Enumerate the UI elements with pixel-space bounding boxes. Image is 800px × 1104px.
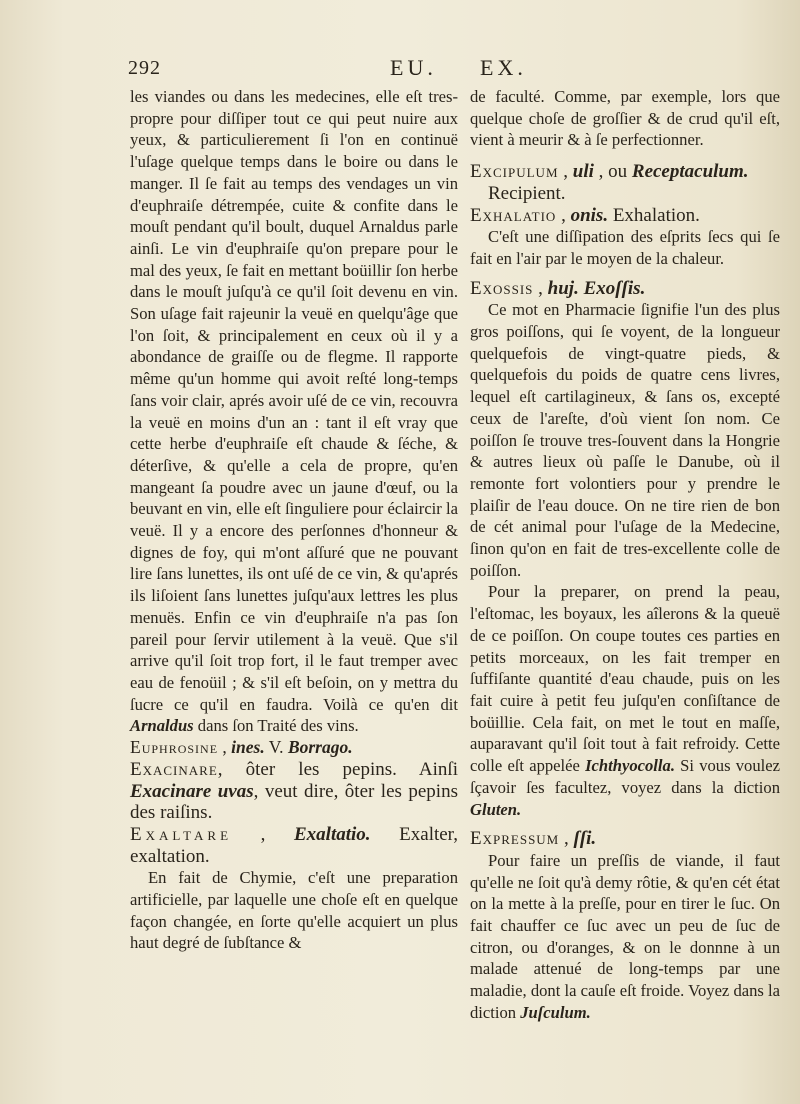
paragraph-exossis: Ce mot en Pharmacie ſignifie l'un des plus gros poiſſons, qui ſe voyent, de la longueur quelquefois de vingt-quatre pieds, & quelquefois du poids de quatre cens livres, lequel eſt cartilagineux, & ſans os, excepté ceux de l'areſte, d'où vient ſon nom. Ce poiſſon ſe trouve tres-ſouvent dans la Hongrie & autres lieux où paſſe le Danube, où il remonte fort volontiers pour y prendre le plaiſir de l'eau douce. On ne tire rien de bon de cét animal pour l'uſage de la Medecine, ſinon qu'on en fait de tres-excellente colle de poiſſon. xyxy=(470,300,780,580)
separator: , xyxy=(559,828,574,850)
page-number: 292 xyxy=(128,57,161,79)
entry-genitive: huj. xyxy=(547,277,579,299)
paragraph-preparation xyxy=(470,581,780,820)
cross-reference: Borrago. xyxy=(287,737,353,758)
italic-name: Arnaldus xyxy=(130,716,194,736)
entry-excipulum xyxy=(470,161,780,204)
entry-italic: Exoſſis. xyxy=(578,277,646,299)
paragraph-text: Pour la preparer, on prend la peau, l'eſtomac, les boyaux, les aîlerons & la queuë de ce poiſſon. On coupe toutes ces parties en petits morceaux, on les fait tremper en ſuffiſante quantité d'eau chaude, puis on les fait cuire à petit feu juſqu'en conſiſtance de boüillie. Cela fait, on met le tout en maſſe, auparavant qu'il ſoit tout à fait refroidy. Cette colle eſt appelée xyxy=(470,582,780,776)
entry-italic: Exacinare uvas xyxy=(130,780,254,802)
entry-text: , ôter les pepins. Ainſi xyxy=(217,758,458,780)
entry-genitive: ſſi. xyxy=(573,828,597,850)
running-header xyxy=(128,55,760,85)
separator: , xyxy=(556,204,571,226)
entry-headword: Euphrosine xyxy=(130,737,219,758)
entry-genitive: ines. xyxy=(231,737,265,758)
entry-text-end: , veut dire, ôter les pepins des raiſins. xyxy=(130,780,458,824)
entry-translation: Recipient. xyxy=(488,182,566,204)
paragraph-text: Pour faire un preſſis de viande, il faut qu'elle ne ſoit qu'à demy rôtie, & qu'en cét état on la mette à la preſſe, pour en tirer le ſuc. On fait chauffer ce ſuc avec un peu de ſuc de citron, ou d'oranges, & on le donnne à un malade attenué de long-temps par une maladie, dont la cauſe eſt froide. Voyez dans la diction xyxy=(470,850,780,1022)
continued-paragraph: de faculté. Comme, par exemple, lors que quelque choſe de groſſier & de crud qu'il eſt, vient à meurir & à ſe perfectionner. xyxy=(470,87,780,150)
separator: , xyxy=(533,277,548,299)
entry-text: V. xyxy=(264,737,288,758)
italic-term: Ichthyocolla. xyxy=(585,756,675,776)
paragraph-text: les viandes ou dans les medecines, elle eſt tres-propre pour diſſiper tout ce qui peut nuire aux yeux, & particulierement ſi l'on en continuë l'uſage quelque temps dans le boire ou dans le manger. Il ſe fait au temps des vendages un vin d'euphraiſe détrempée, cuite & confite dans le mouſt pendant qu'il boult, duquel Arnaldus parle ainſi. Le vin d'euphraiſe qu'on prepare pour le mal des yeux, ſe fait en mettant boüillir ſon herbe dans le mouſt juſqu'à ce qu'il ſoit devenu en vin. Son uſage fait rajeunir la veuë en quelqu'âge que l'on ſoit, & principalement en ceux où il y a abondance de graiſſe ou de flegme. Il rapporte même qu'un homme qui avoit reſté long-temps ſans voir clair, aprés avoir uſé de ce vin, recouvra la veuë en moins d'un an : tant il eſt vray que cette herbe d'euphraiſe eſt chaude & ſéche, & déterſive, & qu'elle a cela de propre, qu'en mangeant ſa poudre avec un jaune d'œuf, ou la beuvant en vin, elle eſt ſinguliere pour éclaircir la veuë. Il y a encore des perſonnes d'honneur & dignes de foy, qui m'ont aſſuré que ne pouvant lire ſans lunettes, ils ont uſé de ce vin, & qu'aprés ils liſoient ſans lunettes juſqu'aux lettres les plus menuës. Enfin ce vin d'euphraiſe n'a pas ſon pareil pour ſervir utilement à la veuë. Que s'il arrive qu'il ſoit trop fort, il le faut tremper avec eau de fenoüil ; & s'il eſt beſoin, on y mettra du ſucre ce qu'il en faudra. Voilà ce qu'en dit xyxy=(130,87,458,714)
entry-expressum xyxy=(470,828,780,850)
entry-exossis xyxy=(470,278,780,300)
entry-italic: Receptaculum. xyxy=(631,161,749,183)
cross-reference: Gluten. xyxy=(470,799,522,819)
entry-exaltare xyxy=(130,824,458,867)
separator: , xyxy=(218,737,232,758)
entry-euphrosine xyxy=(130,737,458,759)
entry-text: Exalter, exaltation. xyxy=(130,823,458,867)
paragraph-text-end: dans ſon Traité des vins. xyxy=(193,716,359,736)
paragraph-text-mid: Si vous voulez ſçavoir ſes facultez, voyez dans la diction xyxy=(470,756,780,797)
separator: , xyxy=(232,823,294,845)
entry-headword: Exhalatio xyxy=(470,204,557,226)
paragraph-chymie: En fait de Chymie, c'eſt une preparation artificielle, par laquelle une choſe eſt en quelque façon changée, en ſorte qu'elle acquiert un plus haut degré de ſubſtance & xyxy=(130,868,458,953)
entry-headword: Expressum xyxy=(470,828,560,850)
guide-word-last: EX. xyxy=(480,55,527,80)
paragraph-exhalation: C'eſt une diſſipation des eſprits ſecs qui ſe fait en l'air par le moyen de la chaleur. xyxy=(470,227,780,268)
entry-headword: Exacinare xyxy=(130,758,218,780)
entry-exacinare xyxy=(130,759,458,824)
entry-headword: Excipulum xyxy=(470,161,559,183)
entry-headword: Exaltare xyxy=(130,823,233,845)
entry-headword: Exossis xyxy=(470,277,534,299)
entry-text: , ou xyxy=(593,161,632,183)
entry-exhalatio xyxy=(470,205,780,227)
entry-genitive: uli xyxy=(572,161,594,183)
left-column xyxy=(130,86,458,954)
right-column xyxy=(470,86,780,1024)
continued-paragraph xyxy=(130,86,458,737)
cross-reference: Juſculum. xyxy=(520,1002,591,1022)
entry-text: Exhalation. xyxy=(608,204,700,226)
guide-word-first: EU. xyxy=(390,55,437,80)
entry-genitive: onis. xyxy=(570,204,609,226)
entry-italic: Exaltatio. xyxy=(294,823,371,845)
paragraph-expressum xyxy=(470,850,780,1024)
separator: , xyxy=(558,161,573,183)
